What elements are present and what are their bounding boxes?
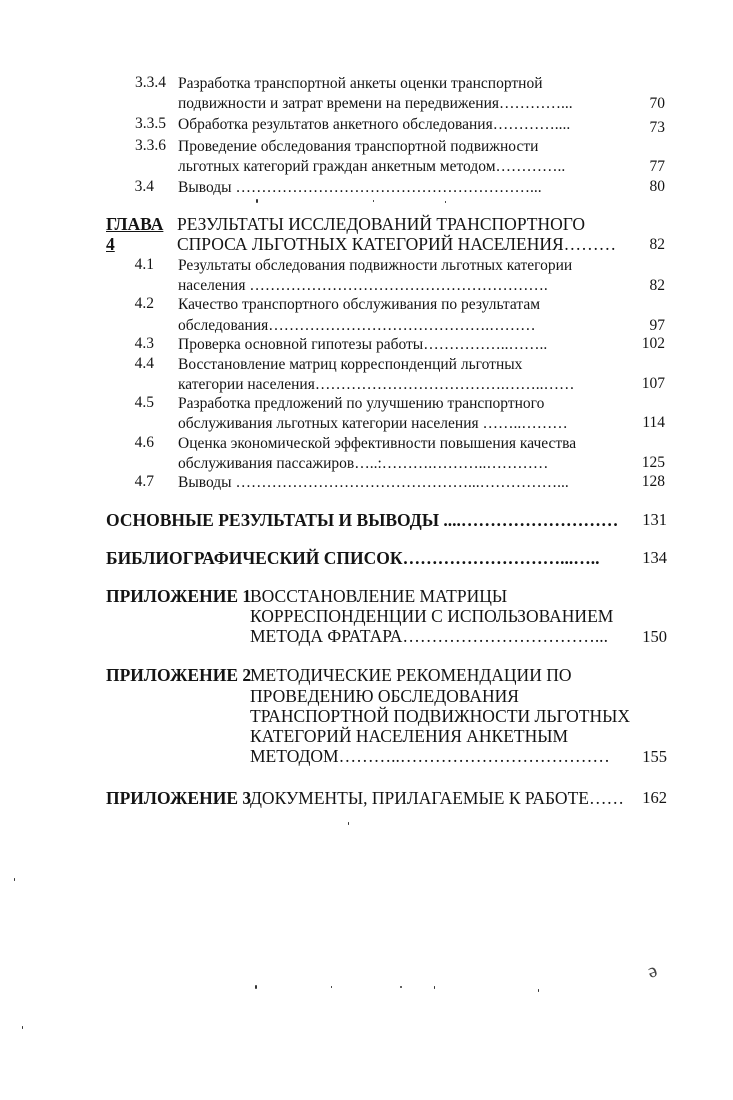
scan-speck: [331, 986, 332, 988]
handwritten-mark: ə: [644, 959, 661, 983]
entry-title-cont: обслуживания пассажиров…..:……….………..…………: [178, 455, 549, 472]
appendix-title-cont: ТРАНСПОРТНОЙ ПОДВИЖНОСТИ ЛЬГОТНЫХ: [250, 706, 630, 726]
page-number: 77: [649, 158, 665, 175]
appendix-label: ПРИЛОЖЕНИЕ 1: [106, 586, 252, 606]
entry-title-cont: населения ………………………………………………….: [178, 277, 548, 294]
entry-title-cont: обслуживания льготных категории населения ……..………: [178, 415, 568, 432]
section-number: 4.3: [134, 335, 154, 352]
chapter-title: РЕЗУЛЬТАТЫ ИССЛЕДОВАНИЙ ТРАНСПОРТНОГО: [177, 214, 586, 234]
entry-title: Выводы …………………………………………………...: [178, 179, 542, 196]
scan-speck: [255, 985, 257, 989]
entry-title: ОСНОВНЫЕ РЕЗУЛЬТАТЫ И ВЫВОДЫ ....………………………: [106, 510, 619, 530]
scan-speck: [538, 989, 539, 992]
entry-title: БИБЛИОГРАФИЧЕСКИЙ СПИСОК………………………...…..: [106, 548, 600, 568]
section-number: 4.2: [134, 295, 154, 312]
page-number: 73: [649, 119, 665, 136]
section-number: 4.4: [134, 355, 154, 372]
appendix-label: ПРИЛОЖЕНИЕ 3: [106, 788, 252, 808]
entry-title: Разработка транспортной анкеты оценки транспортной: [178, 75, 543, 92]
section-number: 4.5: [134, 394, 154, 411]
scan-speck: [434, 986, 435, 989]
section-number: 3.3.4: [135, 74, 166, 91]
page-number: 131: [642, 510, 667, 529]
page-number: 128: [641, 473, 665, 490]
entry-title-cont: подвижности и затрат времени на передвижения…………...: [178, 95, 573, 112]
appendix-title: ВОССТАНОВЛЕНИЕ МАТРИЦЫ: [250, 586, 508, 606]
page-number: 70: [649, 95, 665, 112]
entry-title: Проведение обследования транспортной подвижности: [178, 138, 539, 155]
page-number: 80: [649, 178, 665, 195]
section-number: 3.3.5: [135, 115, 166, 132]
entry-title: Проверка основной гипотезы работы……………..……..: [178, 336, 548, 353]
appendix-title: МЕТОДИЧЕСКИЕ РЕКОМЕНДАЦИИ ПО: [250, 665, 572, 685]
entry-title-cont: льготных категорий граждан анкетным методом…………..: [178, 158, 566, 175]
page-number: 134: [642, 548, 667, 567]
scan-speck: [14, 878, 15, 881]
section-number: 4.6: [134, 434, 154, 451]
page-number: 102: [641, 335, 665, 352]
page-number: 97: [649, 317, 665, 334]
section-number: 4.1: [134, 256, 154, 273]
scan-speck: [348, 822, 349, 825]
section-number: 3.4: [134, 178, 154, 195]
scan-speck: [445, 201, 446, 203]
page-number: 150: [642, 627, 667, 646]
entry-title-cont: категории населения……………………………….……..……: [178, 376, 575, 393]
entry-title: Оценка экономической эффективности повышения качества: [178, 435, 577, 452]
scan-speck: [256, 199, 258, 203]
appendix-title-cont: ПРОВЕДЕНИЮ ОБСЛЕДОВАНИЯ: [250, 686, 519, 706]
page-number: 82: [649, 277, 665, 294]
entry-title: Обработка результатов анкетного обследования…………....: [178, 116, 571, 133]
appendix-title-cont: КАТЕГОРИЙ НАСЕЛЕНИЯ АНКЕТНЫМ: [250, 726, 569, 746]
chapter-number: 4: [106, 234, 115, 254]
appendix-label: ПРИЛОЖЕНИЕ 2: [106, 665, 252, 685]
page-number: 125: [641, 454, 665, 471]
page-number: 82: [649, 236, 665, 253]
page-number: 107: [641, 375, 665, 392]
entry-title: Выводы ………………………………………...……………...: [178, 474, 569, 491]
chapter-label: ГЛАВА: [106, 214, 164, 234]
scan-speck: [400, 986, 402, 988]
chapter-title-cont: СПРОСА ЛЬГОТНЫХ КАТЕГОРИЙ НАСЕЛЕНИЯ………: [177, 234, 617, 254]
page-number: 162: [642, 788, 667, 807]
entry-title: Качество транспортного обслуживания по результатам: [178, 296, 541, 313]
section-number: 4.7: [134, 473, 154, 490]
scan-speck: [373, 200, 374, 202]
entry-title: Результаты обследования подвижности льготных категории: [178, 257, 573, 274]
appendix-title: ДОКУМЕНТЫ, ПРИЛАГАЕМЫЕ К РАБОТЕ……: [250, 788, 624, 808]
entry-title: Восстановление матриц корреспонденций льготных: [178, 356, 523, 373]
page-number: 114: [642, 414, 665, 431]
entry-title-cont: обследования…………………………………….………: [178, 317, 536, 334]
page-number: 155: [642, 747, 667, 766]
appendix-title-cont: КОРРЕСПОНДЕНЦИИ С ИСПОЛЬЗОВАНИЕМ: [250, 606, 614, 626]
section-number: 3.3.6: [135, 137, 166, 154]
appendix-title-cont: МЕТОДОМ………..………………………………: [250, 746, 610, 766]
entry-title: Разработка предложений по улучшению транспортного: [178, 395, 545, 412]
appendix-title-cont: МЕТОДА ФРАТАРА……………………………...: [250, 626, 609, 646]
scan-speck: [22, 1026, 23, 1029]
